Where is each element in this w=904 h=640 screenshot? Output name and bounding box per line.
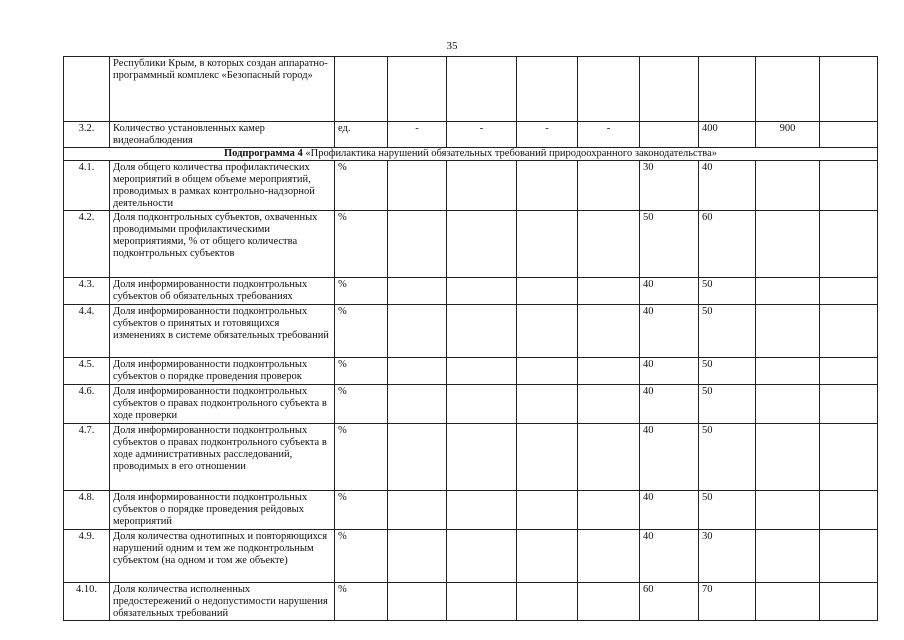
value-cell <box>447 530 517 583</box>
value-cell <box>447 491 517 530</box>
row-number: 4.5. <box>64 358 110 385</box>
row-number: 4.3. <box>64 278 110 305</box>
value-cell <box>447 424 517 491</box>
value-cell: 40 <box>699 161 756 211</box>
value-cell <box>517 385 578 424</box>
value-cell <box>578 385 640 424</box>
indicator-name: Доля информированности подконтрольных субъектов о порядке проведения проверок <box>110 358 335 385</box>
value-cell <box>820 122 878 148</box>
table-row <box>64 583 878 621</box>
value-cell <box>447 278 517 305</box>
table-row <box>64 424 878 491</box>
value-cell <box>820 530 878 583</box>
value-cell: - <box>517 122 578 148</box>
row-number <box>64 57 110 122</box>
row-number: 3.2. <box>64 122 110 148</box>
row-number: 4.1. <box>64 161 110 211</box>
value-cell <box>756 583 820 621</box>
value-cell: 50 <box>699 305 756 358</box>
table-row <box>64 278 878 305</box>
indicator-name: Доля информированности подконтрольных субъектов об обязательных требованиях <box>110 278 335 305</box>
table-row <box>64 305 878 358</box>
row-number: 4.9. <box>64 530 110 583</box>
value-cell: - <box>388 122 447 148</box>
value-cell <box>517 583 578 621</box>
value-cell: 50 <box>699 358 756 385</box>
value-cell: 50 <box>699 424 756 491</box>
page-number: 35 <box>446 40 458 52</box>
value-cell: 40 <box>640 424 699 491</box>
unit-cell: % <box>335 385 388 424</box>
unit-cell: % <box>335 161 388 211</box>
row-number: 4.2. <box>64 211 110 278</box>
value-cell <box>756 57 820 122</box>
value-cell: 40 <box>640 491 699 530</box>
indicator-name: Количество установленных камер видеонаблюдения <box>110 122 335 148</box>
value-cell <box>820 278 878 305</box>
value-cell <box>578 305 640 358</box>
value-cell <box>820 57 878 122</box>
value-cell <box>447 305 517 358</box>
value-cell <box>820 424 878 491</box>
table-row <box>64 122 878 148</box>
value-cell <box>578 491 640 530</box>
row-number: 4.7. <box>64 424 110 491</box>
indicators-table <box>63 56 878 621</box>
unit-cell: % <box>335 211 388 278</box>
value-cell <box>388 583 447 621</box>
value-cell <box>517 211 578 278</box>
value-cell: 30 <box>699 530 756 583</box>
value-cell: 50 <box>699 491 756 530</box>
value-cell <box>517 424 578 491</box>
value-cell <box>578 211 640 278</box>
indicator-name: Республики Крым, в которых создан аппаратно-программный комплекс «Безопасный город» <box>110 57 335 122</box>
value-cell <box>517 530 578 583</box>
subprogram-heading <box>64 148 878 161</box>
value-cell <box>388 211 447 278</box>
table-row <box>64 358 878 385</box>
indicator-name: Доля информированности подконтрольных субъектов о правах подконтрольного субъекта в ходе административных расследований, проводимых в его отношении <box>110 424 335 491</box>
value-cell <box>820 491 878 530</box>
value-cell: 60 <box>640 583 699 621</box>
value-cell <box>578 57 640 122</box>
value-cell <box>517 358 578 385</box>
unit-cell <box>335 57 388 122</box>
unit-cell: % <box>335 278 388 305</box>
value-cell <box>756 385 820 424</box>
value-cell: 900 <box>756 122 820 148</box>
table-row <box>64 385 878 424</box>
value-cell <box>578 161 640 211</box>
value-cell <box>388 385 447 424</box>
table-row <box>64 491 878 530</box>
value-cell <box>447 57 517 122</box>
value-cell <box>820 305 878 358</box>
unit-cell: % <box>335 305 388 358</box>
value-cell: 30 <box>640 161 699 211</box>
value-cell <box>517 305 578 358</box>
value-cell <box>820 583 878 621</box>
row-number: 4.8. <box>64 491 110 530</box>
value-cell: 400 <box>699 122 756 148</box>
value-cell: 40 <box>640 305 699 358</box>
value-cell <box>640 57 699 122</box>
value-cell <box>517 161 578 211</box>
value-cell <box>756 278 820 305</box>
value-cell <box>517 278 578 305</box>
value-cell <box>578 358 640 385</box>
subprogram-label: Подпрограмма 4 <box>223 148 303 159</box>
unit-cell: ед. <box>335 122 388 148</box>
value-cell: 40 <box>640 530 699 583</box>
value-cell <box>756 424 820 491</box>
value-cell: - <box>447 122 517 148</box>
value-cell <box>517 57 578 122</box>
subprogram-row <box>64 148 878 161</box>
value-cell <box>388 57 447 122</box>
unit-cell: % <box>335 358 388 385</box>
value-cell: 50 <box>699 385 756 424</box>
value-cell <box>517 491 578 530</box>
value-cell <box>447 358 517 385</box>
value-cell <box>447 161 517 211</box>
subprogram-title: «Профилактика нарушений обязательных требований природоохранного законодательства» <box>305 148 718 159</box>
value-cell <box>578 583 640 621</box>
value-cell: 60 <box>699 211 756 278</box>
indicator-name: Доля подконтрольных субъектов, охваченных проводимыми профилактическими мероприятиями, % от общего количества подконтрольных субъектов <box>110 211 335 278</box>
unit-cell: % <box>335 491 388 530</box>
value-cell <box>699 57 756 122</box>
value-cell <box>388 305 447 358</box>
value-cell: 50 <box>699 278 756 305</box>
value-cell: 50 <box>640 211 699 278</box>
value-cell <box>578 530 640 583</box>
value-cell <box>820 161 878 211</box>
unit-cell: % <box>335 530 388 583</box>
value-cell <box>388 530 447 583</box>
indicator-name: Доля количества исполненных предостережений о недопустимости нарушения обязательных требований <box>110 583 335 621</box>
value-cell <box>756 161 820 211</box>
value-cell <box>578 278 640 305</box>
indicator-name: Доля информированности подконтрольных субъектов о правах подконтрольного субъекта в ходе проверки <box>110 385 335 424</box>
value-cell: 40 <box>640 385 699 424</box>
value-cell <box>756 305 820 358</box>
value-cell <box>447 211 517 278</box>
value-cell <box>756 530 820 583</box>
value-cell: 40 <box>640 278 699 305</box>
value-cell <box>640 122 699 148</box>
row-number: 4.6. <box>64 385 110 424</box>
value-cell <box>820 385 878 424</box>
row-number: 4.10. <box>64 583 110 621</box>
table-row <box>64 530 878 583</box>
value-cell <box>388 491 447 530</box>
indicator-name: Доля количества однотипных и повторяющихся нарушений одним и тем же подконтрольным субъектом (на одном и том же объекте) <box>110 530 335 583</box>
unit-cell: % <box>335 583 388 621</box>
value-cell: 70 <box>699 583 756 621</box>
indicator-name: Доля информированности подконтрольных субъектов о порядке проведения рейдовых мероприятий <box>110 491 335 530</box>
unit-cell: % <box>335 424 388 491</box>
value-cell <box>447 385 517 424</box>
indicator-name: Доля информированности подконтрольных субъектов о принятых и готовящихся изменениях в системе обязательных требований <box>110 305 335 358</box>
value-cell <box>578 424 640 491</box>
value-cell <box>447 583 517 621</box>
table-row <box>64 161 878 211</box>
value-cell <box>388 161 447 211</box>
value-cell: - <box>578 122 640 148</box>
value-cell <box>756 491 820 530</box>
value-cell <box>756 211 820 278</box>
value-cell: 40 <box>640 358 699 385</box>
value-cell <box>388 358 447 385</box>
value-cell <box>820 358 878 385</box>
row-number: 4.4. <box>64 305 110 358</box>
table-row <box>64 57 878 122</box>
table-row <box>64 211 878 278</box>
value-cell <box>820 211 878 278</box>
value-cell <box>756 358 820 385</box>
indicator-name: Доля общего количества профилактических мероприятий в общем объеме мероприятий, проводимых в рамках контрольно-надзорной деятельности <box>110 161 335 211</box>
value-cell <box>388 278 447 305</box>
value-cell <box>388 424 447 491</box>
